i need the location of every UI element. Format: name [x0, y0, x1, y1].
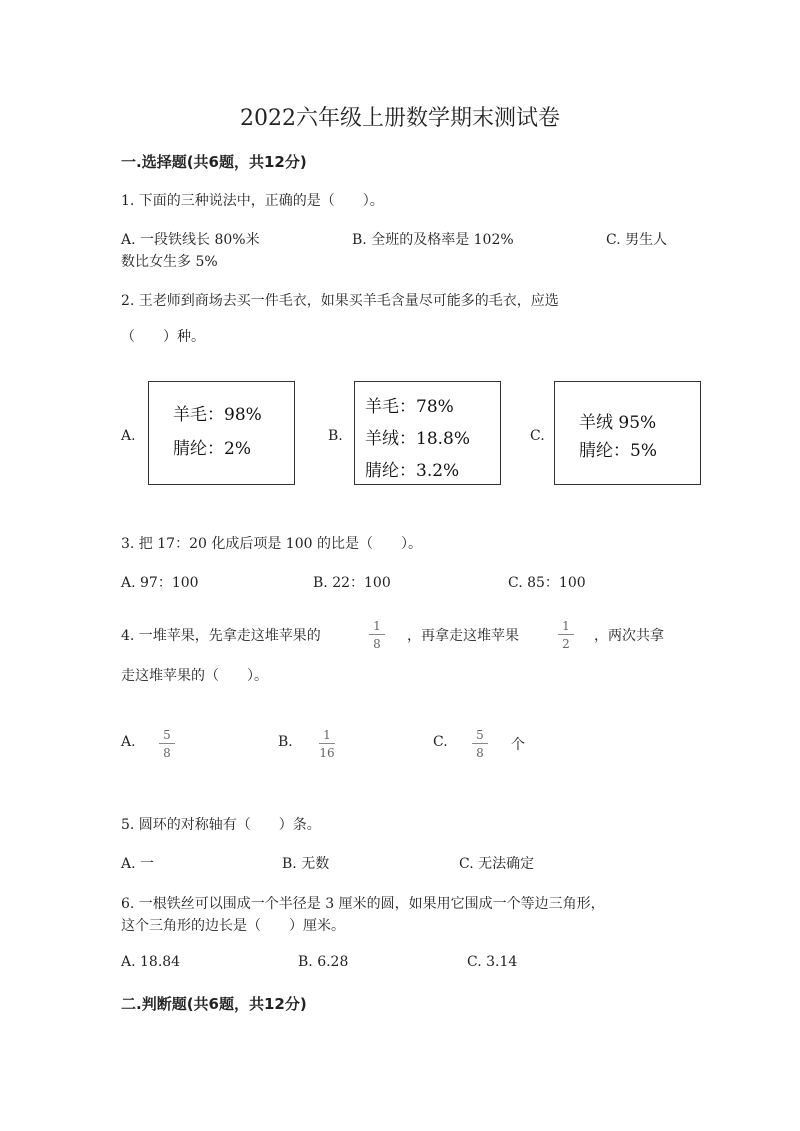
box-b-line-1: 羊毛：78%	[365, 397, 454, 417]
question-5-stem: 5. 圆环的对称轴有（ ）条。	[121, 817, 321, 833]
question-4-stem-line2: 走这堆苹果的（ ）。	[121, 668, 268, 684]
question-4-option-b-fraction	[316, 729, 338, 759]
question-4-stem-part2: ，再拿走这堆苹果	[407, 628, 519, 644]
question-1-stem: 1. 下面的三种说法中，正确的是（ ）。	[121, 193, 384, 209]
question-2-label-c: C.	[530, 428, 545, 444]
question-6-option-c: C. 3.14	[467, 954, 518, 970]
question-4-fraction-one-eighth	[366, 620, 388, 650]
fraction-numerator: 1	[323, 728, 331, 742]
fraction-numerator: 1	[562, 619, 570, 633]
question-2-box-c	[554, 381, 701, 485]
question-5-option-a: A. 一	[121, 856, 155, 872]
question-6-option-b: B. 6.28	[298, 954, 349, 970]
box-c-line-2: 腈纶：5%	[579, 441, 657, 461]
question-4-label-b: B.	[278, 734, 293, 750]
fraction-denominator: 16	[319, 746, 335, 760]
fraction-numerator: 5	[476, 728, 484, 742]
question-3-option-c: C. 85：100	[508, 575, 586, 591]
fraction-denominator: 2	[562, 637, 570, 651]
question-1-option-c: C. 男生人	[606, 232, 668, 248]
box-a-line-2: 腈纶：2%	[173, 439, 251, 459]
question-2-stem-line2: （ ）种。	[121, 329, 205, 345]
question-6-stem-line1: 6. 一根铁丝可以围成一个半径是 3 厘米的圆，如果用它围成一个等边三角形，	[121, 896, 605, 912]
box-a-line-1: 羊毛：98%	[173, 405, 262, 425]
page-title: 2022六年级上册数学期末测试卷	[240, 106, 560, 131]
question-1-option-b: B. 全班的及格率是 102%	[352, 232, 514, 248]
box-b-line-3: 腈纶：3.2%	[365, 461, 460, 481]
box-c-line-1: 羊绒 95%	[579, 413, 657, 433]
question-1-option-a: A. 一段铁线长 80%米	[121, 232, 260, 248]
question-2-label-a: A.	[121, 428, 136, 444]
question-4-label-a: A.	[121, 734, 136, 750]
question-4-stem-part1: 4. 一堆苹果，先拿走这堆苹果的	[121, 628, 321, 644]
fraction-numerator: 5	[163, 728, 171, 742]
question-5-option-c: C. 无法确定	[459, 856, 535, 872]
question-6-option-a: A. 18.84	[121, 954, 181, 970]
question-4-stem-part3: ，两次共拿	[594, 628, 664, 644]
fraction-denominator: 8	[373, 637, 381, 651]
fraction-numerator: 1	[373, 619, 381, 633]
question-2-stem-line1: 2. 王老师到商场去买一件毛衣，如果买羊毛含量尽可能多的毛衣，应选	[121, 293, 559, 309]
question-3-stem: 3. 把 17：20 化成后项是 100 的比是（ ）。	[121, 536, 422, 552]
question-4-label-c: C.	[433, 734, 448, 750]
question-5-option-b: B. 无数	[282, 856, 330, 872]
section-heading-judgment: 二.判断题(共6题，共12分)	[121, 995, 307, 1013]
question-3-option-b: B. 22：100	[313, 575, 391, 591]
fraction-denominator: 8	[163, 746, 171, 760]
question-4-option-c-unit: 个	[511, 737, 525, 753]
question-4-option-c-fraction	[469, 729, 491, 759]
box-b-line-2: 羊绒：18.8%	[365, 429, 471, 449]
section-heading-choice: 一.选择题(共6题，共12分)	[121, 153, 307, 171]
question-2-box-b	[354, 381, 501, 485]
question-4-fraction-one-half	[555, 620, 577, 650]
question-3-option-a: A. 97：100	[121, 575, 199, 591]
question-6-stem-line2: 这个三角形的边长是（ ）厘米。	[121, 918, 345, 934]
question-2-label-b: B.	[328, 428, 343, 444]
fraction-denominator: 8	[476, 746, 484, 760]
question-2-box-a	[148, 381, 295, 485]
question-1-option-c-cont: 数比女生多 5%	[121, 254, 218, 270]
question-4-option-a-fraction	[156, 729, 178, 759]
